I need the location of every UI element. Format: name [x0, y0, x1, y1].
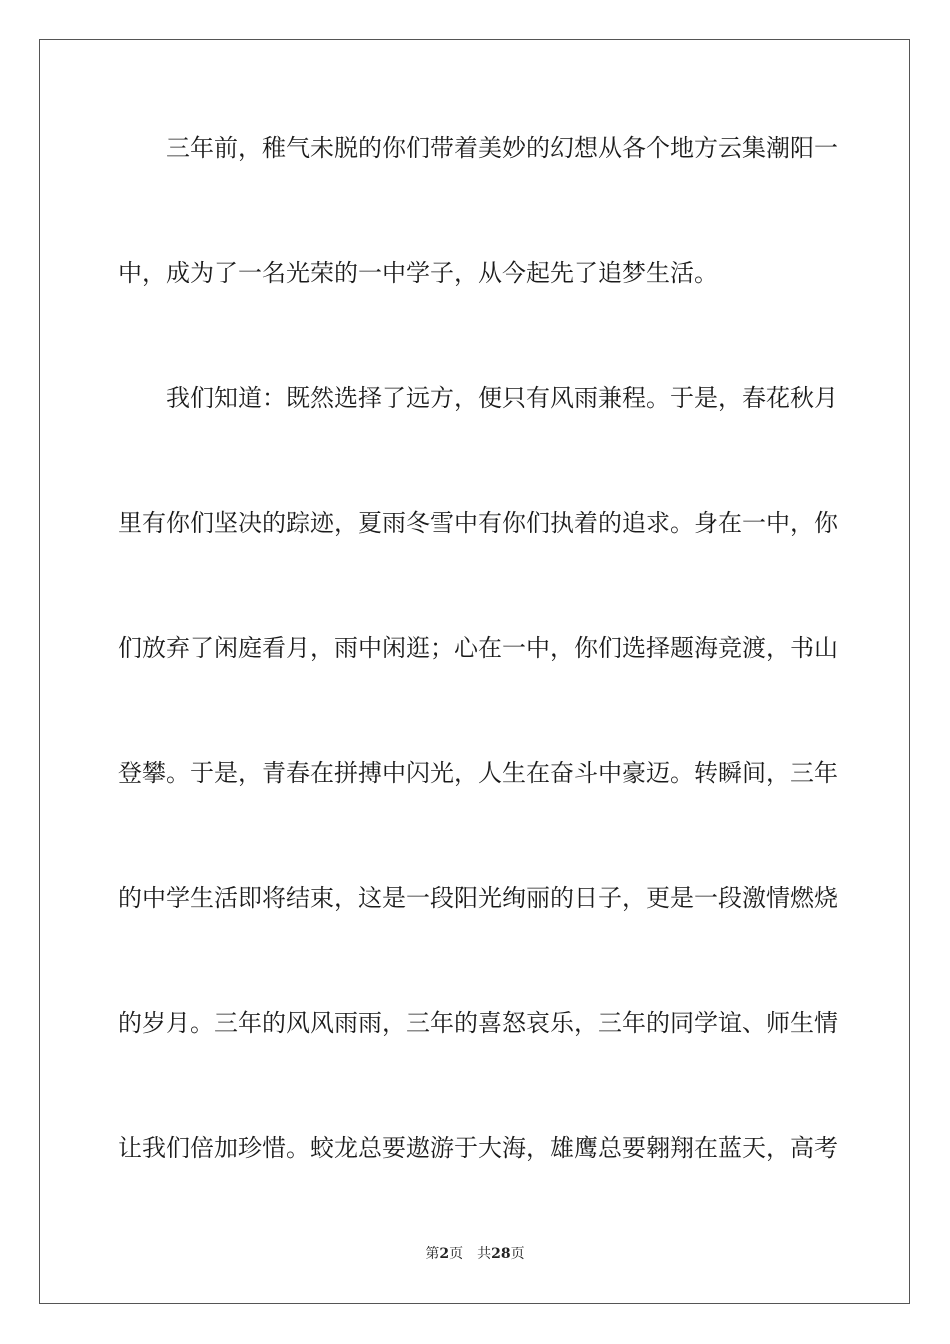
total-prefix: 共	[477, 1246, 492, 1262]
paragraph-2-line-6: 的岁月。三年的风风雨雨，三年的喜怒哀乐，三年的同学谊、师生情	[118, 1009, 838, 1037]
paragraph-2-line-1: 我们知道：既然选择了远方，便只有风雨兼程。于是，春花秋月	[166, 384, 838, 412]
page-number: 2	[439, 1246, 450, 1262]
paragraph-2-line-3: 们放弃了闲庭看月，雨中闲逛；心在一中，你们选择题海竞渡，书山	[118, 634, 838, 662]
paragraph-2-line-7: 让我们倍加珍惜。蛟龙总要遨游于大海，雄鹰总要翱翔在蓝天，高考	[118, 1134, 838, 1162]
page-prefix: 第	[425, 1246, 440, 1262]
total-suffix: 页	[510, 1246, 525, 1262]
paragraph-1-line-1: 三年前，稚气未脱的你们带着美妙的幻想从各个地方云集潮阳一	[166, 134, 838, 162]
page-border	[39, 39, 910, 1304]
total-pages: 28	[491, 1246, 511, 1262]
page-footer	[0, 1245, 950, 1263]
paragraph-1-line-2: 中，成为了一名光荣的一中学子，从今起先了追梦生活。	[118, 259, 718, 287]
paragraph-2-line-5: 的中学生活即将结束，这是一段阳光绚丽的日子，更是一段激情燃烧	[118, 884, 838, 912]
page-suffix: 页	[449, 1246, 464, 1262]
paragraph-2-line-4: 登攀。于是，青春在拼搏中闪光，人生在奋斗中豪迈。转瞬间，三年	[118, 759, 838, 787]
paragraph-2-line-2: 里有你们坚决的踪迹，夏雨冬雪中有你们执着的追求。身在一中，你	[118, 509, 838, 537]
